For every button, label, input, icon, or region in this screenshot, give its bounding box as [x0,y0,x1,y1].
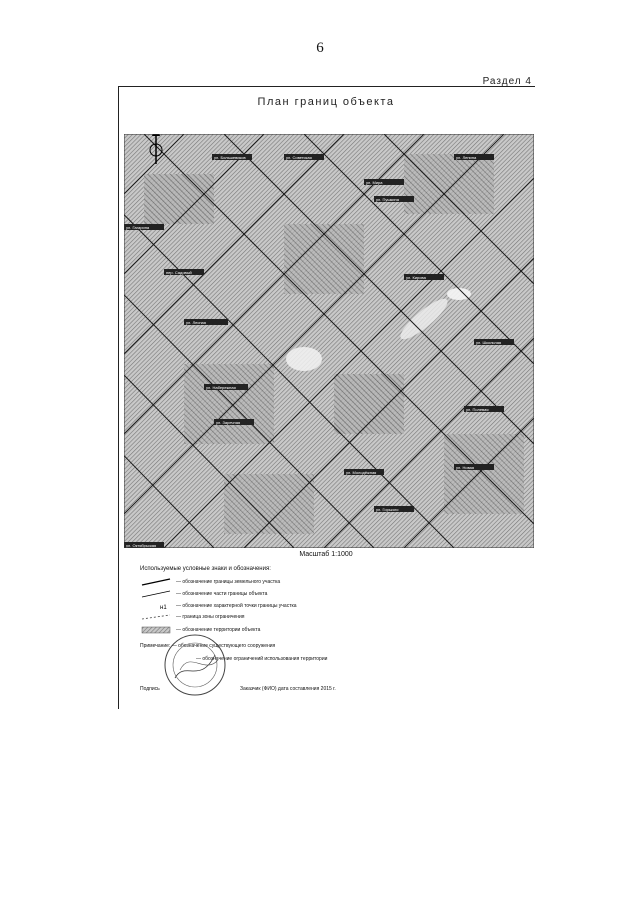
map-label: ул. Школьная [476,340,502,345]
page-number: 6 [316,40,324,56]
plan-title: План границ объекта [257,96,395,108]
map-image [124,134,534,548]
legend-text: — обозначение характерной точки границы участка [176,603,297,609]
solid-line-icon [140,578,172,586]
map-label: ул. Лесная [186,320,206,325]
map-label: ул. Советская [286,155,312,160]
footnote-2: — обозначение ограничений использования территории [196,656,328,662]
map-scale: Масштаб 1:1000 [299,551,353,558]
legend-text: — обозначение территории объекта [176,627,261,633]
map-label: ул. Октябрьская [126,543,157,548]
map-label: ул. Гагарина [126,225,150,230]
map-label: ул. Мира [366,180,383,185]
map-label: ул. Молодёжная [346,470,377,475]
point-label-icon [140,602,172,610]
legend-text: — обозначение части границы объекта [176,591,268,597]
signature-right: Заказчик (ФИО) дата составления 2015 г. [240,686,336,692]
map-label: ул. Ленина [456,155,477,160]
signature-row [140,686,520,692]
legend-text: — граница зоны ограничения [176,614,245,620]
legend-text: — обозначение границы земельного участка [176,579,281,585]
map-label: ул. Полевая [466,407,489,412]
map-label: ул. Набережная [206,385,236,390]
map-label: ул. Заречная [216,420,241,425]
map-label: ул. Новая [456,465,475,470]
map-label: ул. Пушкина [376,197,399,202]
map-label: ул. Большевиков [214,155,246,160]
signature-left: Подпись [140,686,160,692]
dashed-line-icon [140,613,172,621]
svg-text:н1: н1 [160,605,167,610]
map-label: ул. Кирова [406,275,426,280]
section-label: Раздел 4 [482,76,532,87]
legend-title: Используемые условные знаки и обозначения: [140,566,271,572]
map-label: пер. Садовый [166,270,192,275]
footnote-1: Примечание: — обозначение существующего сооружения [140,643,276,649]
thin-line-icon [140,590,172,598]
map-label: ул. Горького [376,507,399,512]
plan-map [124,134,534,548]
